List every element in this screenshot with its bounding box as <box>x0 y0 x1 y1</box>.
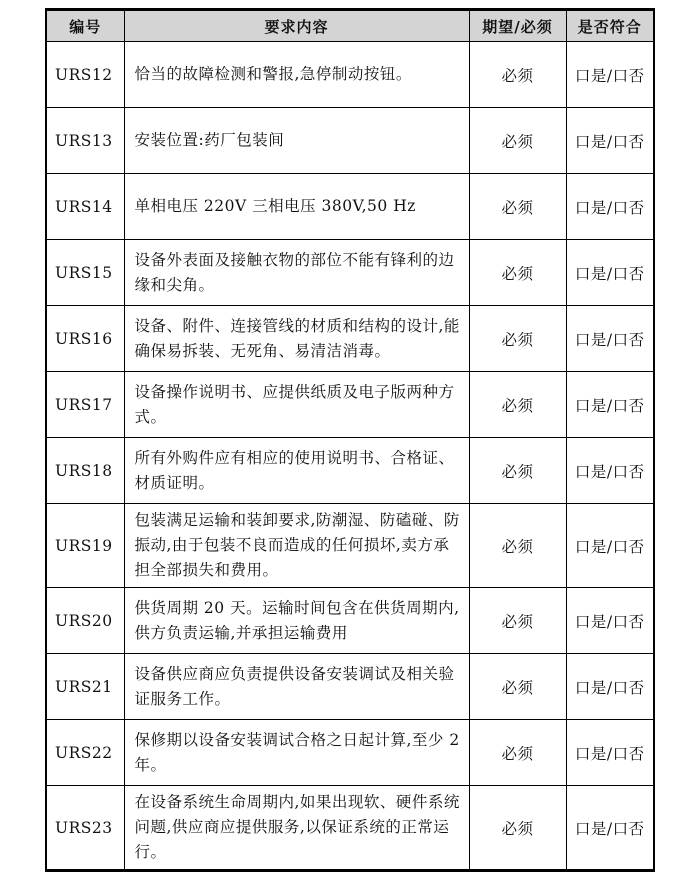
mandatory-cell: 必须 <box>469 588 566 654</box>
requirement-content-cell: 供货周期 20 天。运输时间包含在供货周期内,供方负责运输,并承担运输费用 <box>124 588 469 654</box>
table-row <box>46 720 654 786</box>
mandatory-cell: 必须 <box>469 504 566 588</box>
row-id-cell: URS23 <box>46 786 124 871</box>
compliance-cell: 口是/口否 <box>566 438 654 504</box>
compliance-cell: 口是/口否 <box>566 42 654 108</box>
mandatory-cell: 必须 <box>469 438 566 504</box>
table-row <box>46 588 654 654</box>
row-id-cell: URS17 <box>46 372 124 438</box>
compliance-cell: 口是/口否 <box>566 588 654 654</box>
mandatory-cell: 必须 <box>469 240 566 306</box>
table-row <box>46 174 654 240</box>
requirement-content-cell: 恰当的故障检测和警报,急停制动按钮。 <box>124 42 469 108</box>
table-row <box>46 372 654 438</box>
table-row <box>46 42 654 108</box>
compliance-cell: 口是/口否 <box>566 504 654 588</box>
row-id-cell: URS13 <box>46 108 124 174</box>
mandatory-cell: 必须 <box>469 786 566 871</box>
header-cell-id: 编号 <box>46 10 124 42</box>
compliance-cell: 口是/口否 <box>566 720 654 786</box>
requirement-content-cell: 保修期以设备安装调试合格之日起计算,至少 2 年。 <box>124 720 469 786</box>
row-id-cell: URS14 <box>46 174 124 240</box>
compliance-cell: 口是/口否 <box>566 174 654 240</box>
row-id-cell: URS12 <box>46 42 124 108</box>
requirement-content-cell: 设备、附件、连接管线的材质和结构的设计,能确保易拆装、无死角、易清洁消毒。 <box>124 306 469 372</box>
compliance-cell: 口是/口否 <box>566 306 654 372</box>
table-row <box>46 306 654 372</box>
mandatory-cell: 必须 <box>469 42 566 108</box>
compliance-cell: 口是/口否 <box>566 108 654 174</box>
row-id-cell: URS15 <box>46 240 124 306</box>
compliance-cell: 口是/口否 <box>566 240 654 306</box>
mandatory-cell: 必须 <box>469 174 566 240</box>
table-row <box>46 108 654 174</box>
requirement-content-cell: 包装满足运输和装卸要求,防潮湿、防磕碰、防振动,由于包装不良而造成的任何损坏,卖方承担全部损失和费用。 <box>124 504 469 588</box>
mandatory-cell: 必须 <box>469 108 566 174</box>
mandatory-cell: 必须 <box>469 372 566 438</box>
compliance-cell: 口是/口否 <box>566 372 654 438</box>
row-id-cell: URS16 <box>46 306 124 372</box>
mandatory-cell: 必须 <box>469 306 566 372</box>
requirement-content-cell: 设备供应商应负责提供设备安装调试及相关验证服务工作。 <box>124 654 469 720</box>
compliance-cell: 口是/口否 <box>566 654 654 720</box>
header-cell-content: 要求内容 <box>124 10 469 42</box>
compliance-cell: 口是/口否 <box>566 786 654 871</box>
row-id-cell: URS22 <box>46 720 124 786</box>
table-row <box>46 240 654 306</box>
mandatory-cell: 必须 <box>469 720 566 786</box>
table-row <box>46 438 654 504</box>
header-row <box>46 10 654 42</box>
requirement-content-cell: 设备外表面及接触衣物的部位不能有锋利的边缘和尖角。 <box>124 240 469 306</box>
header-cell-mandatory: 期望/必须 <box>469 10 566 42</box>
row-id-cell: URS20 <box>46 588 124 654</box>
urs-requirements-table <box>45 8 655 872</box>
requirement-content-cell: 在设备系统生命周期内,如果出现软、硬件系统问题,供应商应提供服务,以保证系统的正常运行。 <box>124 786 469 871</box>
row-id-cell: URS18 <box>46 438 124 504</box>
table-row <box>46 504 654 588</box>
table-row <box>46 786 654 871</box>
requirement-content-cell: 安装位置:药厂包装间 <box>124 108 469 174</box>
requirement-content-cell: 设备操作说明书、应提供纸质及电子版两种方式。 <box>124 372 469 438</box>
row-id-cell: URS19 <box>46 504 124 588</box>
table-row <box>46 654 654 720</box>
requirement-content-cell: 所有外购件应有相应的使用说明书、合格证、材质证明。 <box>124 438 469 504</box>
requirement-content-cell: 单相电压 220V 三相电压 380V,50 Hz <box>124 174 469 240</box>
header-cell-compliance: 是否符合 <box>566 10 654 42</box>
row-id-cell: URS21 <box>46 654 124 720</box>
mandatory-cell: 必须 <box>469 654 566 720</box>
